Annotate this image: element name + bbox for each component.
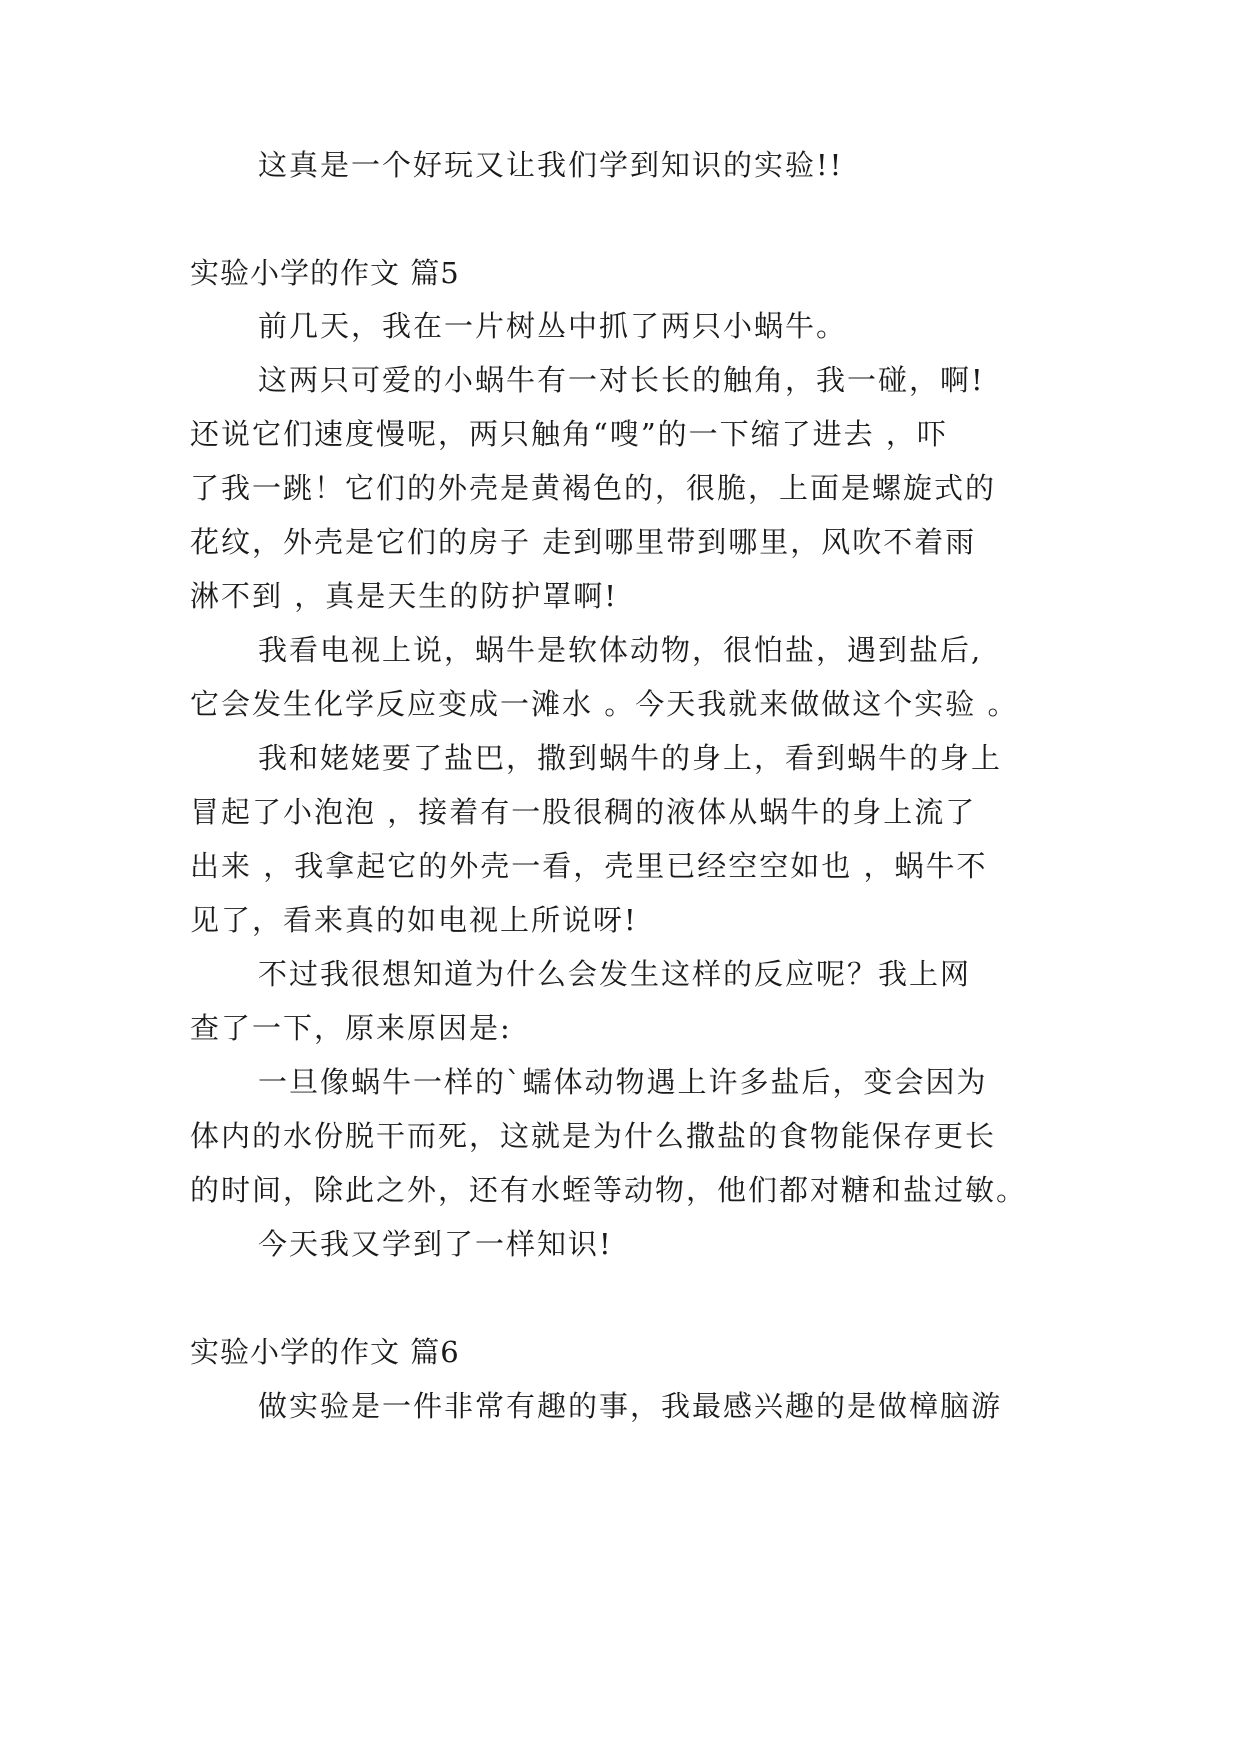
paragraph-line: 它会发生化学反应变成一滩水 。今天我就来做做这个实验 。 (190, 687, 1019, 721)
paragraph-line: 见了，看来真的如电视上所说呀! (190, 903, 638, 937)
paragraph-line: 出来 ，我拿起它的外壳一看，壳里已经空空如也 ，蜗牛不 (190, 849, 988, 883)
paragraph-line: 查了一下，原来原因是: (190, 1011, 512, 1045)
paragraph-line: 花纹，外壳是它们的房子 走到哪里带到哪里，风吹不着雨 (190, 525, 977, 559)
paragraph-line: 冒起了小泡泡 ，接着有一股很稠的液体从蜗牛的身上流了 (190, 795, 977, 829)
paragraph-line: 这两只可爱的小蜗牛有一对长长的触角，我一碰，啊! (258, 363, 985, 397)
paragraph-line: 了我一跳！它们的外壳是黄褐色的，很脆，上面是螺旋式的 (190, 471, 997, 505)
paragraph-line: 不过我很想知道为什么会发生这样的反应呢？我上网 (258, 957, 972, 991)
paragraph-line: 我看电视上说，蜗牛是软体动物，很怕盐，遇到盐后, (258, 633, 983, 667)
paragraph-line: 前几天，我在一片树丛中抓了两只小蜗牛。 (258, 309, 848, 343)
paragraph-line: 淋不到 ，真是天生的防护罩啊! (190, 579, 618, 613)
paragraph-line: 这真是一个好玩又让我们学到知识的实验!! (258, 148, 844, 182)
paragraph-line: 一旦像蜗牛一样的`蠕体动物遇上许多盐后，变会因为 (258, 1065, 988, 1099)
paragraph-line: 还说它们速度慢呢，两只触角“嗖”的一下缩了进去 ，吓 (190, 417, 948, 451)
section-heading-6: 实验小学的作文 篇6 (190, 1335, 460, 1369)
paragraph-line: 我和姥姥要了盐巴，撒到蜗牛的身上，看到蜗牛的身上 (258, 741, 1003, 775)
paragraph-line: 今天我又学到了一样知识! (258, 1227, 613, 1261)
paragraph-line: 做实验是一件非常有趣的事，我最感兴趣的是做樟脑游 (258, 1389, 1003, 1423)
section-heading-5: 实验小学的作文 篇5 (190, 256, 460, 290)
paragraph-line: 的时间，除此之外，还有水蛭等动物，他们都对糖和盐过敏。 (190, 1173, 1028, 1207)
paragraph-line: 体内的水份脱干而死，这就是为什么撒盐的食物能保存更长 (190, 1119, 997, 1153)
